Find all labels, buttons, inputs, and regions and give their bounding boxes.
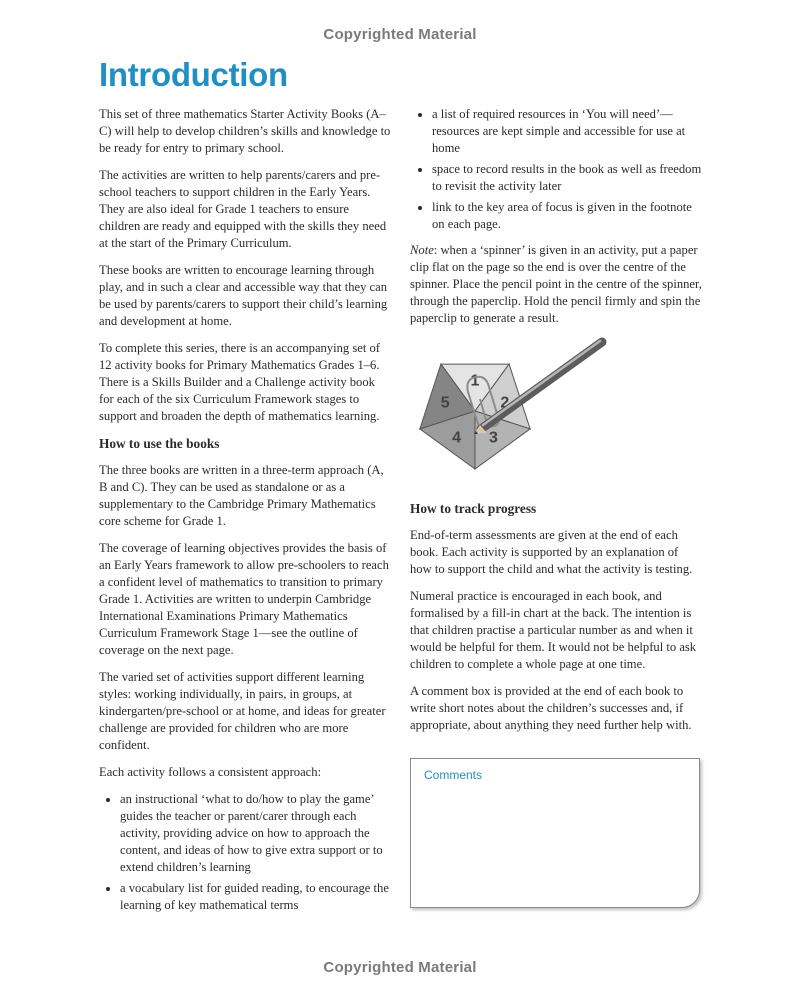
spinner-illustration <box>410 337 610 492</box>
approach-list-continued <box>410 106 702 233</box>
note-label: Note <box>410 243 434 257</box>
watermark-top: Copyrighted Material <box>323 26 477 43</box>
right-column <box>410 106 702 744</box>
track-paragraph-3: A comment box is provided at the end of each book to write short notes about the children’s successes and, if appropriate, about anything they need further help with. <box>410 684 692 732</box>
how-to-use-paragraph-4: Each activity follows a consistent approach: <box>99 765 322 779</box>
approach-list-item: • an instructional ‘what to do/how to play the game’ guides the teacher or parent/carer through each activity, providing advice on how to approach the content, and ideas of how to give extra support or to extend children’s learning <box>120 791 391 876</box>
spinner-number-label: 1 <box>470 372 480 390</box>
comments-label: Comments <box>424 768 483 782</box>
comments-box[interactable] <box>410 758 700 908</box>
track-paragraph-1: End-of-term assessments are given at the end of each book. Each activity is supported by an explanation of how to support the child and what the activity is testing. <box>410 528 693 576</box>
how-to-use-heading: How to use the books <box>99 436 220 451</box>
left-column <box>99 106 391 924</box>
intro-paragraph-2: The activities are written to help parents/carers and pre-school teachers to support children in the Early Years. They are also ideal for Grade 1 teachers to ensure children are ready and equipped with the skills they need at the start of the Primary Curriculum. <box>99 168 387 250</box>
approach-list-item: • a list of required resources in ‘You will need’—resources are kept simple and accessible for use at home <box>432 106 702 157</box>
watermark-bottom: Copyrighted Material <box>323 959 477 976</box>
intro-paragraph-3: These books are written to encourage learning through play, and in such a clear and accessible way that they can be used by parents/carers to support their child’s learning and development at home. <box>99 263 388 328</box>
approach-list <box>99 791 391 914</box>
how-to-use-paragraph-1: The three books are written in a three-term approach (A, B and C). They can be used as standalone or as a supplementary to the Cambridge Primary Mathematics core scheme for Grade 1. <box>99 463 384 528</box>
intro-paragraph-1: This set of three mathematics Starter Activity Books (A–C) will help to develop children’s skills and knowledge to be ready for entry to primary school. <box>99 107 391 155</box>
approach-list-item: • link to the key area of focus is given in the footnote on each page. <box>432 199 702 233</box>
spinner-number-label: 2 <box>500 394 510 412</box>
spinner-number-label: 3 <box>488 429 498 447</box>
track-paragraph-2: Numeral practice is encouraged in each book, and formalised by a fill-in chart at the back. The intention is that children practise a particular number as and when it would be helpful for them. It would not be helpful to ask children to complete a whole page at one time. <box>410 589 697 671</box>
spinner-number-label: 4 <box>452 429 462 447</box>
spinner-number-label: 5 <box>440 394 450 412</box>
approach-list-item: • space to record results in the book as well as freedom to revisit the activity later <box>432 161 702 195</box>
note-text: : when a ‘spinner’ is given in an activity, put a paper clip flat on the page so the end is over the centre of the spinner. Place the pencil point in the centre of the spinner, through the paperclip. Hold the pencil firmly and spin the paperclip to generate a result. <box>410 243 702 325</box>
intro-paragraph-4: To complete this series, there is an accompanying set of 12 activity books for Primary Mathematics Grades 1–6. There is a Skills Builder and a Challenge activity book for each of the six Curriculum Framework stages to support and broaden the depth of mathematics learning. <box>99 341 380 423</box>
page-title: Introduction <box>99 56 288 93</box>
how-to-use-paragraph-2: The coverage of learning objectives provides the basis of an Early Years framework to allow pre-schoolers to reach a confident level of mathematics to transition to primary Grade 1. Activities are written to underpin Cambridge International Examinations Primary Mathematics Curriculum Framework Stage 1—see the outline of coverage on the next page. <box>99 541 389 657</box>
approach-list-item: • a vocabulary list for guided reading, to encourage the learning of key mathematical terms <box>120 880 391 914</box>
how-to-use-paragraph-3: The varied set of activities support different learning styles: working individually, in pairs, in groups, at kindergarten/pre-school or at home, and ideas for greater challenge are provided for children who are more confident. <box>99 670 386 752</box>
track-progress-heading: How to track progress <box>410 501 537 516</box>
spinner-note <box>410 242 702 327</box>
